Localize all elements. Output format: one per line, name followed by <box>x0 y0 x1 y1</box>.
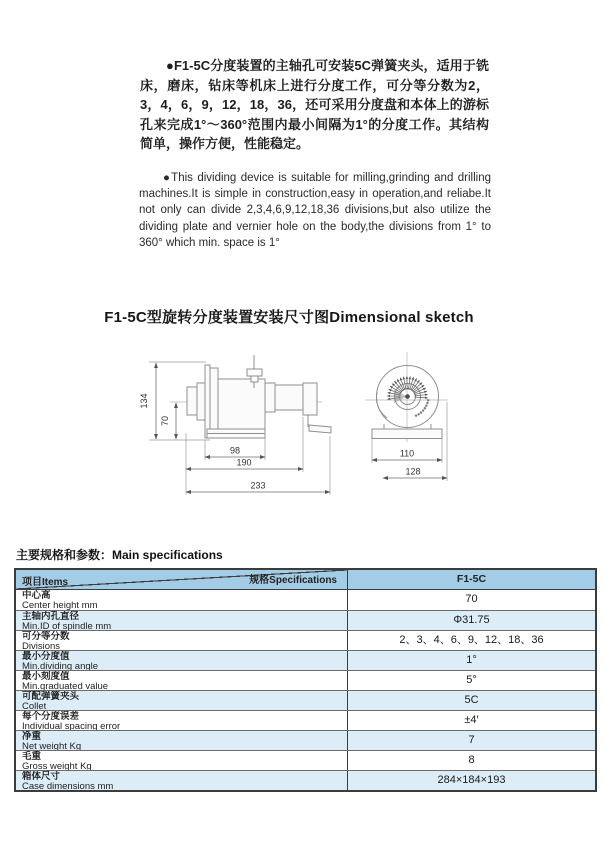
row-label-cn: 最小刻度值 <box>22 671 70 682</box>
dim-label-190: 190 <box>236 457 252 468</box>
row-label-cn: 箱体尺寸 <box>22 771 61 782</box>
row-label-cn: 每个分度误差 <box>22 711 80 722</box>
row-value: 5C <box>464 694 479 706</box>
front-view <box>365 352 448 442</box>
dim-label-70: 70 <box>160 415 170 427</box>
dial-graduation-dots <box>415 399 430 417</box>
table-row <box>16 670 595 690</box>
dim-label-134: 134 <box>139 393 149 409</box>
table-section-title: 主要规格和参数：Main specifications <box>16 548 223 562</box>
table-row <box>16 650 595 670</box>
row-label-en: Divisions <box>22 640 61 650</box>
dim-label-98: 98 <box>229 445 241 456</box>
dimensional-sketch <box>130 340 505 515</box>
row-label-en: Net weight Kg <box>22 740 82 750</box>
row-label-cn: 毛重 <box>22 751 42 762</box>
table-row <box>16 710 595 730</box>
row-value: 1° <box>466 654 477 666</box>
dim-label-128: 128 <box>405 466 421 477</box>
dim-label-233: 233 <box>250 480 266 491</box>
spec-table <box>14 568 597 792</box>
row-value: 70 <box>465 593 478 605</box>
table-row <box>16 590 595 610</box>
row-value: 284×184×193 <box>437 774 506 786</box>
row-label-cn: 净重 <box>22 731 42 742</box>
spec-table-header <box>16 570 595 590</box>
row-label-cn: 可配弹簧夹头 <box>22 691 80 702</box>
row-value: 8 <box>468 754 475 766</box>
header-cell-items-spec <box>16 570 348 589</box>
table-row <box>16 630 595 650</box>
row-label-en: Individual spacing error <box>22 720 121 730</box>
row-label-en: Min.ID of spindle mm <box>22 620 112 630</box>
intro-paragraph-en: ●This dividing device is suitable for milling,grinding and drilling machines.It is simple in construction,easy in operation,and reliabe.It not only can divide 2,3,4,6,9,12,18,36 divisions,but also utilize the dividing plate and vernier hole on the body,the divisions from 1° to 360° which min. space is 1° <box>139 172 491 249</box>
row-value: 5° <box>466 674 477 686</box>
row-value: Φ31.75 <box>453 614 490 626</box>
header-model-label: F1-5C <box>456 573 487 585</box>
row-label-en: Case dimensions mm <box>22 780 114 790</box>
row-label-cn: 中心高 <box>22 590 51 601</box>
row-label-cn: 主轴内孔直径 <box>22 611 80 622</box>
row-label-cn: 最小分度值 <box>22 651 70 662</box>
crank-handle <box>309 425 331 433</box>
row-label-cn: 可分等分数 <box>22 631 70 642</box>
header-items-label: 项目Items <box>22 577 69 588</box>
table-row <box>16 690 595 710</box>
spec-table-body <box>16 590 595 790</box>
table-row <box>16 730 595 750</box>
table-row <box>16 770 595 790</box>
row-label-en: Collet <box>22 700 47 710</box>
intro-paragraph-cn: ●F1-5C分度装置的主轴孔可安装5C弹簧夹头，适用于铣床，磨床，钻床等机床上进行分度工作，可分等分数为2，3，4，6，9，12，18，36，还可采用分度盘和本体上的游标孔来完成1°～360°范围内最小间隔为1°的分度工作。其结构简单，操作方便，性能稳定。 <box>140 58 489 151</box>
side-view <box>170 355 331 438</box>
row-label-en: Center height mm <box>22 599 98 610</box>
row-value: ±4′ <box>464 714 479 726</box>
table-row <box>16 750 595 770</box>
row-value: 2、3、4、6、9、12、18、36 <box>399 634 544 646</box>
row-value: 7 <box>468 734 475 746</box>
dim-label-110: 110 <box>399 448 415 459</box>
table-row <box>16 610 595 630</box>
row-label-en: Min.graduated value <box>22 680 109 690</box>
sketch-title: F1-5C型旋转分度装置安装尺寸图Dimensional sketch <box>104 309 474 326</box>
row-label-en: Gross weight Kg <box>22 760 92 770</box>
row-label-en: Min.dividing angle <box>22 660 99 670</box>
header-spec-label: 规格Specifications <box>249 575 337 586</box>
front-view-dimensions <box>372 402 447 481</box>
